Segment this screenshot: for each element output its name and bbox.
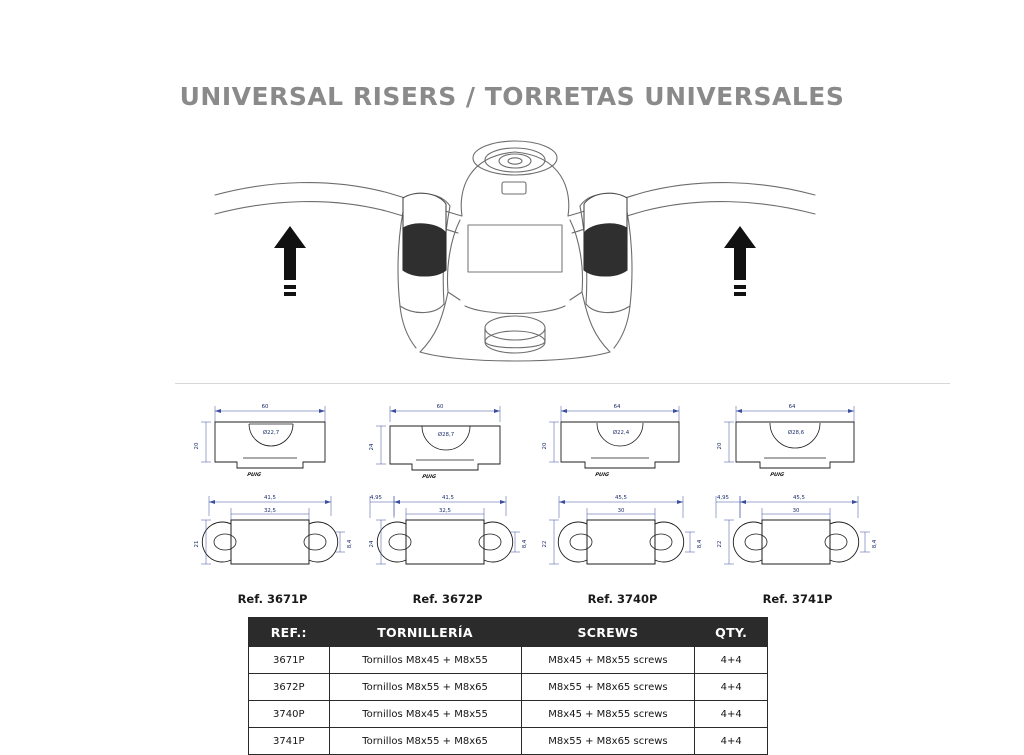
header-torn: TORNILLERÍA <box>329 618 521 647</box>
section-divider <box>175 383 950 384</box>
table-row <box>249 674 768 701</box>
dim-base-offset: 4,95 <box>369 495 383 501</box>
cell-torn: Tornillos M8x45 + M8x55 <box>329 647 521 674</box>
dim-base-inner: 30 <box>792 508 800 514</box>
header-screws: SCREWS <box>521 618 695 647</box>
cell-ref: 3740P <box>249 701 330 728</box>
drawing-3671p <box>185 392 360 612</box>
header-qty: QTY. <box>695 618 768 647</box>
dim-top-width: 64 <box>613 404 621 410</box>
dim-bore: Ø28,7 <box>437 432 455 438</box>
table-row <box>249 647 768 674</box>
dim-base-width: 45,5 <box>792 495 806 501</box>
cell-torn: Tornillos M8x55 + M8x65 <box>329 728 521 755</box>
up-arrow-left <box>274 226 306 296</box>
dim-bore: Ø22,7 <box>262 430 280 436</box>
cell-qty: 4+4 <box>695 728 768 755</box>
dim-base-small: 8,4 <box>347 539 353 549</box>
dim-top-width: 60 <box>261 404 269 410</box>
cell-ref: 3741P <box>249 728 330 755</box>
up-arrow-right <box>724 226 756 296</box>
dim-base-inner: 30 <box>617 508 625 514</box>
brand-watermark: PUIG <box>246 472 262 478</box>
dim-base-width: 45,5 <box>614 495 628 501</box>
technical-drawings <box>185 392 985 612</box>
cell-screws: M8x55 + M8x65 screws <box>521 728 695 755</box>
cell-torn: Tornillos M8x45 + M8x55 <box>329 701 521 728</box>
table-row <box>249 701 768 728</box>
cell-screws: M8x55 + M8x65 screws <box>521 674 695 701</box>
dim-bore: Ø22,4 <box>612 430 630 436</box>
riser-illustration <box>210 120 820 370</box>
cell-torn: Tornillos M8x55 + M8x65 <box>329 674 521 701</box>
dim-base-inner: 32,5 <box>263 508 277 514</box>
cell-ref: 3671P <box>249 647 330 674</box>
ref-caption-3672p: Ref. 3672P <box>412 592 483 606</box>
dim-base-height: 22 <box>717 540 723 548</box>
header-ref: REF.: <box>249 618 330 647</box>
screws-table <box>248 617 768 755</box>
page-title: UNIVERSAL RISERS / TORRETAS UNIVERSALES <box>179 82 845 111</box>
dim-base-inner: 32,5 <box>438 508 452 514</box>
dim-top-height: 20 <box>717 442 723 450</box>
dim-base-height: 21 <box>194 540 200 548</box>
cell-qty: 4+4 <box>695 647 768 674</box>
dim-base-small: 8,4 <box>522 539 528 549</box>
cell-screws: M8x45 + M8x55 screws <box>521 647 695 674</box>
dim-bore: Ø28,6 <box>787 430 805 436</box>
dim-base-small: 8,4 <box>697 539 703 549</box>
cell-qty: 4+4 <box>695 701 768 728</box>
dim-base-small: 8,4 <box>872 539 878 549</box>
table-header-row <box>249 618 768 647</box>
brand-watermark: PUIG <box>594 472 610 478</box>
dim-base-offset: 4,95 <box>716 495 730 501</box>
dim-base-height: 24 <box>369 540 375 548</box>
ref-caption-3740p: Ref. 3740P <box>587 592 658 606</box>
dim-top-height: 20 <box>194 442 200 450</box>
dim-top-height: 24 <box>369 443 375 451</box>
dim-base-width: 41,5 <box>441 495 455 501</box>
cell-ref: 3672P <box>249 674 330 701</box>
dim-base-width: 41,5 <box>263 495 277 501</box>
drawing-3740p <box>535 392 710 612</box>
dim-base-height: 22 <box>542 540 548 548</box>
brand-watermark: PUIG <box>769 472 785 478</box>
ref-caption-3671p: Ref. 3671P <box>237 592 308 606</box>
brand-watermark: PUIG <box>421 474 437 480</box>
dim-top-height: 20 <box>542 442 548 450</box>
table-row <box>249 728 768 755</box>
drawing-3741p <box>710 392 885 612</box>
dim-top-width: 60 <box>436 404 444 410</box>
drawing-3672p <box>360 392 535 612</box>
ref-caption-3741p: Ref. 3741P <box>762 592 833 606</box>
cell-qty: 4+4 <box>695 674 768 701</box>
dim-top-width: 64 <box>788 404 796 410</box>
cell-screws: M8x45 + M8x55 screws <box>521 701 695 728</box>
